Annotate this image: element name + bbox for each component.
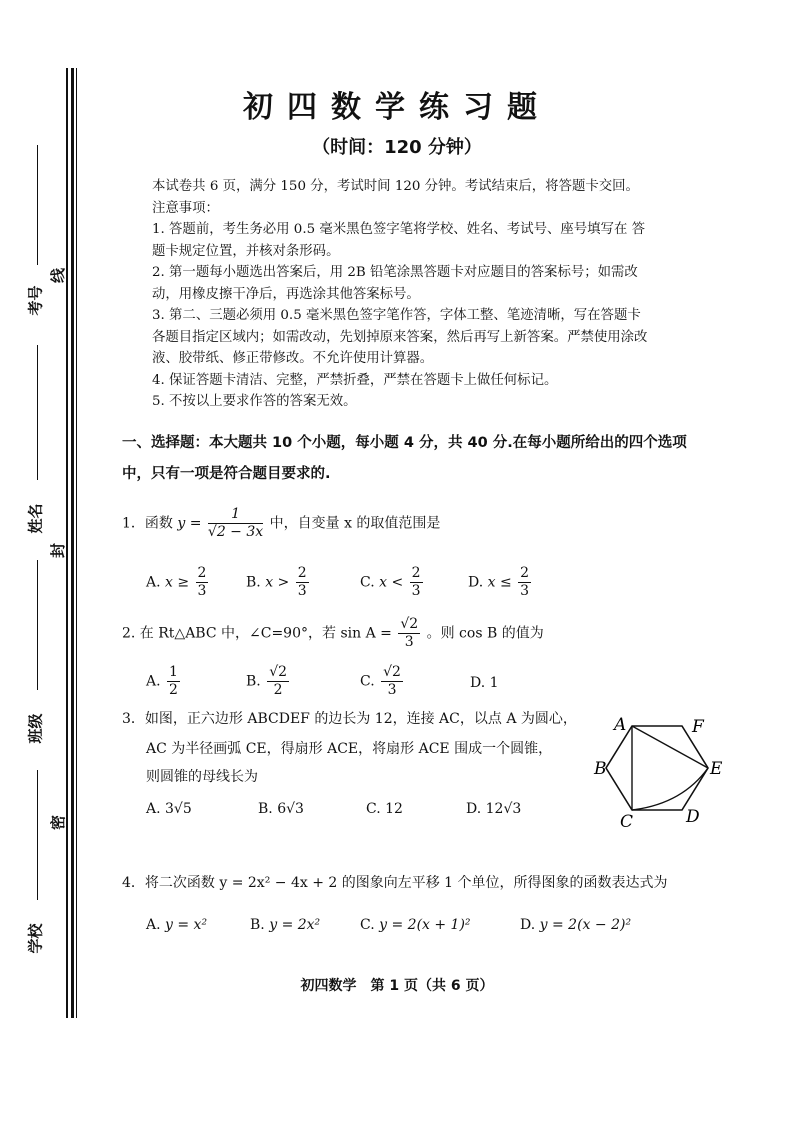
- question-3-line: 3．如图，正六边形 ABCDEF 的边长为 12，连接 AC，以点 A 为圆心，: [122, 711, 577, 727]
- section-heading-line: 中，只有一项是符合题目要求的.: [122, 466, 331, 482]
- option-relation: x ≥: [165, 574, 190, 591]
- question-4-option-a: [146, 917, 207, 933]
- option-text: y = 2x²: [269, 917, 321, 933]
- option-letter: D.: [466, 801, 482, 817]
- option-relation: x ≤: [487, 574, 512, 591]
- field-underline: [37, 560, 38, 690]
- option-letter: D.: [520, 917, 536, 933]
- option-text: 12√3: [485, 801, 522, 817]
- option-letter: C.: [366, 801, 381, 817]
- option-letter: A.: [146, 574, 161, 591]
- question-2-prefix: 2. 在 Rt△ABC 中，∠C=90°，若 sin A =: [122, 625, 392, 642]
- question-3-line: 则圆锥的母线长为: [146, 769, 258, 785]
- instruction-line: 5. 不按以上要求作答的答案无效。: [152, 394, 357, 409]
- option-letter: D.: [468, 574, 484, 591]
- option-text: 1: [489, 675, 499, 691]
- instruction-line: 题卡规定位置，并核对条形码。: [152, 243, 340, 259]
- fraction-numerator: 2: [197, 565, 207, 581]
- question-1-suffix: 中，自变量 x 的取值范围是: [269, 515, 441, 532]
- field-underline: [37, 145, 38, 265]
- question-1-option-d: [468, 565, 533, 600]
- fraction-numerator: 1: [208, 506, 263, 524]
- seal-word-seal: 封: [49, 542, 68, 559]
- option-letter: B.: [250, 917, 265, 933]
- instruction-line: 3. 第二、三题必须用 0.5 毫米黑色签字笔作答，字体工整、笔迹清晰，写在答题卡: [152, 308, 641, 323]
- option-text: y = 2(x + 1)²: [379, 917, 471, 933]
- question-4-option-c: [360, 917, 471, 933]
- field-underline: [37, 345, 38, 480]
- question-3-line: AC 为半径画弧 CE，得扇形 ACE，将扇形 ACE 围成一个圆锥，: [146, 741, 553, 757]
- question-3-option-b: [258, 801, 304, 817]
- option-letter: C.: [360, 574, 375, 591]
- option-relation: x <: [379, 574, 404, 591]
- fraction-denominator: 2: [273, 682, 283, 698]
- hexagon-figure: [590, 712, 740, 830]
- fraction-numerator: 2: [411, 565, 421, 581]
- option-letter: A.: [146, 673, 161, 690]
- question-3-option-c: [366, 801, 403, 817]
- question-1-option-c: [360, 565, 425, 600]
- page-subtitle: （时间：120 分钟）: [312, 137, 482, 158]
- hexagon-outline: [606, 726, 708, 810]
- instruction-line: 各题目指定区域内；如需改动，先划掉原来答案，然后再写上新答案。严禁使用涂改: [152, 329, 648, 345]
- question-4-option-b: [250, 917, 320, 933]
- vertex-label-b: B: [594, 759, 607, 779]
- section-heading: [122, 428, 742, 490]
- page-footer: 初四数学 第 1 页（共 6 页）: [300, 978, 494, 994]
- instruction-line: 本试卷共 6 页，满分 150 分，考试时间 120 分钟。考试结束后，将答题卡交回。: [152, 179, 639, 194]
- fraction-denominator: 3: [387, 682, 397, 698]
- field-underline: [37, 770, 38, 900]
- option-text: 12: [385, 801, 403, 817]
- fraction-denominator: 3: [197, 583, 207, 599]
- question-1-option-b: [246, 565, 311, 600]
- option-relation: x >: [265, 574, 290, 591]
- question-2-suffix: 。则 cos B 的值为: [426, 625, 544, 642]
- seal-word-line: 线: [49, 267, 68, 284]
- fraction-numerator: 2: [520, 565, 530, 581]
- question-1-option-a: [146, 565, 210, 600]
- option-text: y = x²: [165, 917, 208, 933]
- vertex-label-d: D: [686, 807, 700, 827]
- fraction-denominator: 3: [520, 583, 530, 599]
- question-2-option-d: [470, 675, 499, 691]
- seal-word-secret: 密: [49, 814, 68, 831]
- question-2: [122, 616, 544, 651]
- section-heading-line: 一、选择题：本大题共 10 个小题，每小题 4 分，共 40 分.在每小题所给出的四个选项: [122, 435, 687, 451]
- question-1-fraction: [208, 506, 263, 541]
- question-2-option-a: [146, 664, 182, 699]
- vertex-label-f: F: [692, 717, 704, 737]
- instruction-line: 4. 保证答题卡清洁、完整，严禁折叠，严禁在答题卡上做任何标记。: [152, 372, 558, 388]
- fraction-denominator: 3: [411, 583, 421, 599]
- instruction-line: 动，用橡皮擦干净后，再选涂其他答案标号。: [152, 286, 420, 302]
- option-letter: A.: [146, 917, 161, 933]
- margin-rule: [76, 68, 77, 1018]
- option-letter: B.: [246, 673, 261, 690]
- question-1-lhs: y =: [177, 515, 202, 532]
- vertex-label-c: C: [620, 812, 634, 830]
- question-1: [122, 506, 440, 541]
- option-letter: B.: [246, 574, 261, 591]
- option-text: y = 2(x − 2)²: [539, 917, 632, 933]
- fraction-numerator: √2: [383, 664, 401, 680]
- fraction-numerator: √2: [269, 664, 288, 680]
- instruction-line: 1. 答题前，考生务必用 0.5 毫米黑色签字笔将学校、姓名、考试号、座号填写在 答: [152, 222, 645, 237]
- question-1-prefix: 1．函数: [122, 515, 178, 532]
- fraction-denominator: 3: [404, 634, 414, 650]
- fraction-denominator: 2: [169, 682, 178, 698]
- instruction-line: 注意事项：: [152, 200, 219, 216]
- option-letter: C.: [360, 673, 375, 690]
- fraction-denominator: √2 − 3x: [207, 524, 264, 540]
- option-text: 6√3: [277, 801, 304, 817]
- field-label-name: 姓名: [26, 503, 45, 534]
- question-3-option-a: [146, 801, 192, 817]
- field-label-exam-number: 考号: [26, 285, 45, 316]
- option-letter: B.: [258, 801, 273, 817]
- binding-margin: [0, 0, 80, 1125]
- fraction-denominator: 3: [297, 583, 307, 599]
- option-letter: A.: [146, 801, 161, 817]
- question-3-option-d: [466, 801, 521, 817]
- question-2-option-c: [360, 664, 405, 699]
- question-2-option-b: [246, 664, 291, 699]
- page-title: 初四数学练习题: [243, 90, 551, 125]
- question-4-option-d: [520, 917, 631, 933]
- field-label-class: 班级: [26, 713, 45, 744]
- fraction-numerator: 2: [297, 565, 307, 581]
- arc-ce: [632, 768, 708, 810]
- fraction-numerator: √2: [400, 616, 419, 632]
- instructions: [152, 176, 732, 413]
- vertex-label-a: A: [614, 715, 627, 735]
- vertex-label-e: E: [710, 759, 723, 779]
- option-text: 3√5: [165, 801, 192, 817]
- fraction-numerator: 1: [169, 664, 178, 680]
- option-letter: D.: [470, 675, 486, 691]
- question-4: 4．将二次函数 y = 2x² − 4x + 2 的图象向左平移 1 个单位，所得图象的函数表达式为: [122, 875, 668, 891]
- field-label-school: 学校: [26, 923, 45, 954]
- instruction-line: 液、胶带纸、修正带修改。不允许使用计算器。: [152, 351, 434, 366]
- question-2-fraction: [398, 616, 420, 651]
- margin-rule: [71, 68, 74, 1018]
- instruction-line: 2. 第一题每小题选出答案后，用 2B 铅笔涂黑答题卡对应题目的答案标号；如需改: [152, 265, 638, 280]
- option-letter: C.: [360, 917, 375, 933]
